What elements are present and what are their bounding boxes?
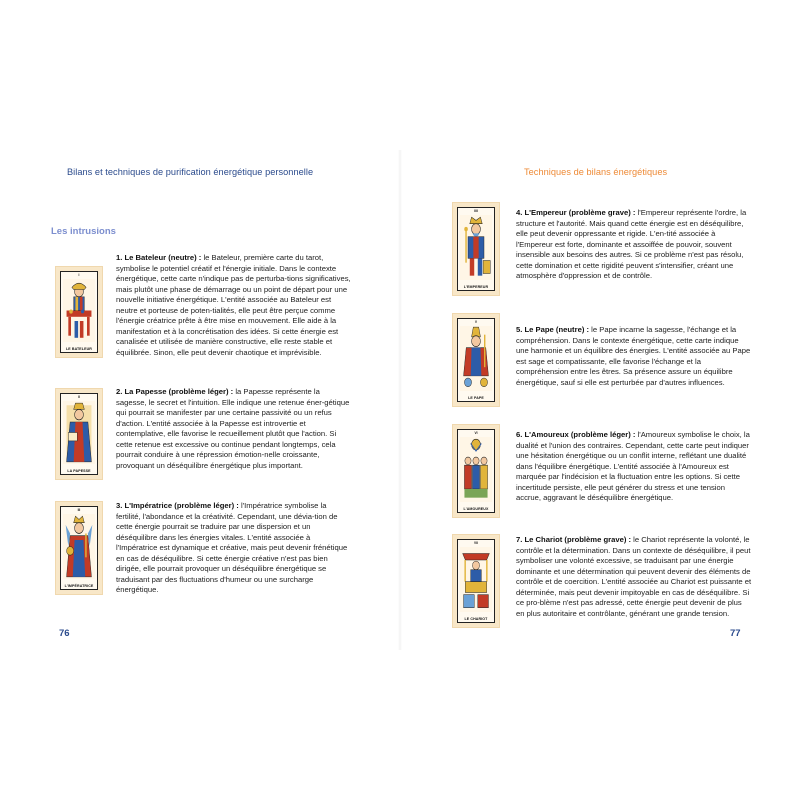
tarot-card-pape (453, 314, 499, 406)
amoureux-illustration (460, 437, 492, 502)
entry-body: l'Impératrice symbolise la fertilité, l'abondance et la créativité. Cependant, une dévia-tion de cette énergie pourrait se traduire par une dispersion et un déséquilibre dans les énergies vitales. L'entité associée à l'Impératrice est dynamique et créative, mais peut devenir frénétique en cas de déséquilibre. Si cette énergie créative n'est pas bien dirigée, elle pourrait provoquer un déséquilibre énergétique se traduisant par des fluctuations d'humeur ou une surcharge énergétique. (116, 501, 348, 595)
entry-pape (516, 325, 752, 388)
right-page (400, 0, 800, 800)
entry-title: 5. Le Pape (neutre) : (516, 325, 590, 334)
tarot-card-amoureux (453, 425, 499, 517)
entry-body: la Papesse représente la sagesse, le secret et l'intuition. Elle indique une retenue éner-gétique qui pourrait se manifester par une certaine passivité ou un refus d'action. L'entité associée à la Papesse est introvertie et contemplative, elle favorise le recueillement plutôt que l'action. Si cette retenue est excessive ou continue pendant longtemps, cela pourrait conduire à une répression émotion-nelle croissante, provoquant un déséquilibre énergétique plus important. (116, 387, 350, 470)
card-name: L'AMOUREUX (463, 507, 489, 511)
card-number: V (474, 320, 478, 324)
tarot-card-bateleur (56, 267, 102, 357)
entry-title: 6. L'Amoureux (problème léger) : (516, 430, 636, 439)
entry-body: le Bateleur, première carte du tarot, symbolise le potentiel créatif et l'énergie initiale. Dans le contexte énergétique, cette carte n'indique pas de perturba-tions significatives, mais plutôt une phase de démarrage ou un point de départ pour une nouvelle initiative énergétique. L'entité associée au Bateleur est neutre et porteuse de poten-tialités, elle peut être perçue comme l'énergie créatrice prête à être mise en mouvement. Elle aide à la manifestation et à la concrétisation des idées. Si cette énergie est canalisée et utilisée de manière constructive, elle reste stable et équilibrée. Sinon, elle peut devenir chaotique et imprévisible. (116, 253, 351, 357)
chariot-illustration (460, 547, 492, 612)
imperatrice-illustration (63, 514, 95, 579)
card-name: L'IMPÉRATRICE (64, 584, 94, 588)
entry-body: l'Empereur représente l'ordre, la structure et l'autorité. Mais quand cette énergie est en déséquilibre, elle peut devenir oppressante et rigide. L'en-tité associée à l'Empereur est forte, dominante et assoiffée de pouvoir, souvent insensible aux besoins des autres. Si ce problème n'est pas résolu, cette domination et cette rigidité peuvent s'intensifier, créant une atmosphère d'oppression et de contrôle. (516, 208, 747, 281)
tarot-card-papesse (56, 389, 102, 479)
card-name: L'EMPEREUR (463, 285, 489, 289)
card-name: LA PAPESSE (67, 469, 91, 473)
empereur-illustration (460, 215, 492, 280)
running-header-right: Techniques de bilans énergétiques (524, 167, 668, 177)
tarot-card-empereur (453, 203, 499, 295)
entry-empereur (516, 208, 752, 282)
entry-title: 4. L'Empereur (problème grave) : (516, 208, 636, 217)
entry-bateleur (116, 253, 352, 358)
entry-title: 1. Le Bateleur (neutre) : (116, 253, 202, 262)
tarot-card-chariot (453, 535, 499, 627)
card-number: III (77, 508, 81, 512)
card-name: LE CHARIOT (464, 617, 488, 621)
page-number-left: 76 (59, 628, 70, 639)
entry-imperatrice (116, 501, 352, 596)
bateleur-illustration (63, 279, 95, 342)
card-name: LE BATELEUR (66, 347, 92, 351)
card-number: I (78, 273, 80, 277)
entry-title: 7. Le Chariot (problème grave) : (516, 535, 632, 544)
entry-chariot (516, 535, 752, 619)
page-number-right: 77 (730, 628, 741, 639)
card-number: IIII (474, 209, 478, 213)
entry-amoureux (516, 430, 752, 504)
entry-body: le Pape incarne la sagesse, l'échange et la compréhension. Dans le contexte énergétique, cette carte indique une harmonie et un équilibre des énergies. L'entité associée au Pape est sage et compatissante, elle favorise l'échange et la compréhension entre les êtres. Sa présence assure un équilibre énergétique, sauf si elle est perturbée par d'autres influences. (516, 325, 751, 387)
section-title: Les intrusions (51, 226, 116, 237)
papesse-illustration (63, 401, 95, 464)
entry-papesse (116, 387, 352, 471)
card-number: VII (474, 541, 478, 545)
pape-illustration (460, 326, 492, 391)
card-name: LE PAPE (468, 396, 484, 400)
entry-body: l'Amoureux symbolise le choix, la dualité et l'union des contraires. Cependant, cette carte peut indiquer une hésitation énergétique ou un conflit interne, reflétant une dualité dans l'équilibre énergétique. L'entité associée à l'Amoureux est marquée par l'indécision et la fluctuation entre les options. Si cette incertitude persiste, elle peut générer du stress et une tension accrue, aggravant le déséquilibre énergétique. (516, 430, 750, 503)
entry-title: 2. La Papesse (problème léger) : (116, 387, 234, 396)
card-number: VI (474, 431, 478, 435)
entry-body: le Chariot représente la volonté, le contrôle et la détermination. Dans un contexte de déséquilibre, il peut symboliser une volonté excessive, se traduisant par une énergie dominante et une détermination qui peuvent devenir des éléments de contrôle et de coercition. L'entité associée au Chariot est puissante et déterminée, mais peut devenir impitoyable en cas de déséquilibre. Si ce pro-blème n'est pas adressé, cette énergie peut devenir de plus en plus autoritaire et contrôlante, générant une grande tension. (516, 535, 752, 618)
running-header-left: Bilans et techniques de purification énergétique personnelle (67, 167, 314, 177)
tarot-card-imperatrice (56, 502, 102, 594)
entry-title: 3. L'Impératrice (problème léger) : (116, 501, 239, 510)
card-number: II (78, 395, 80, 399)
